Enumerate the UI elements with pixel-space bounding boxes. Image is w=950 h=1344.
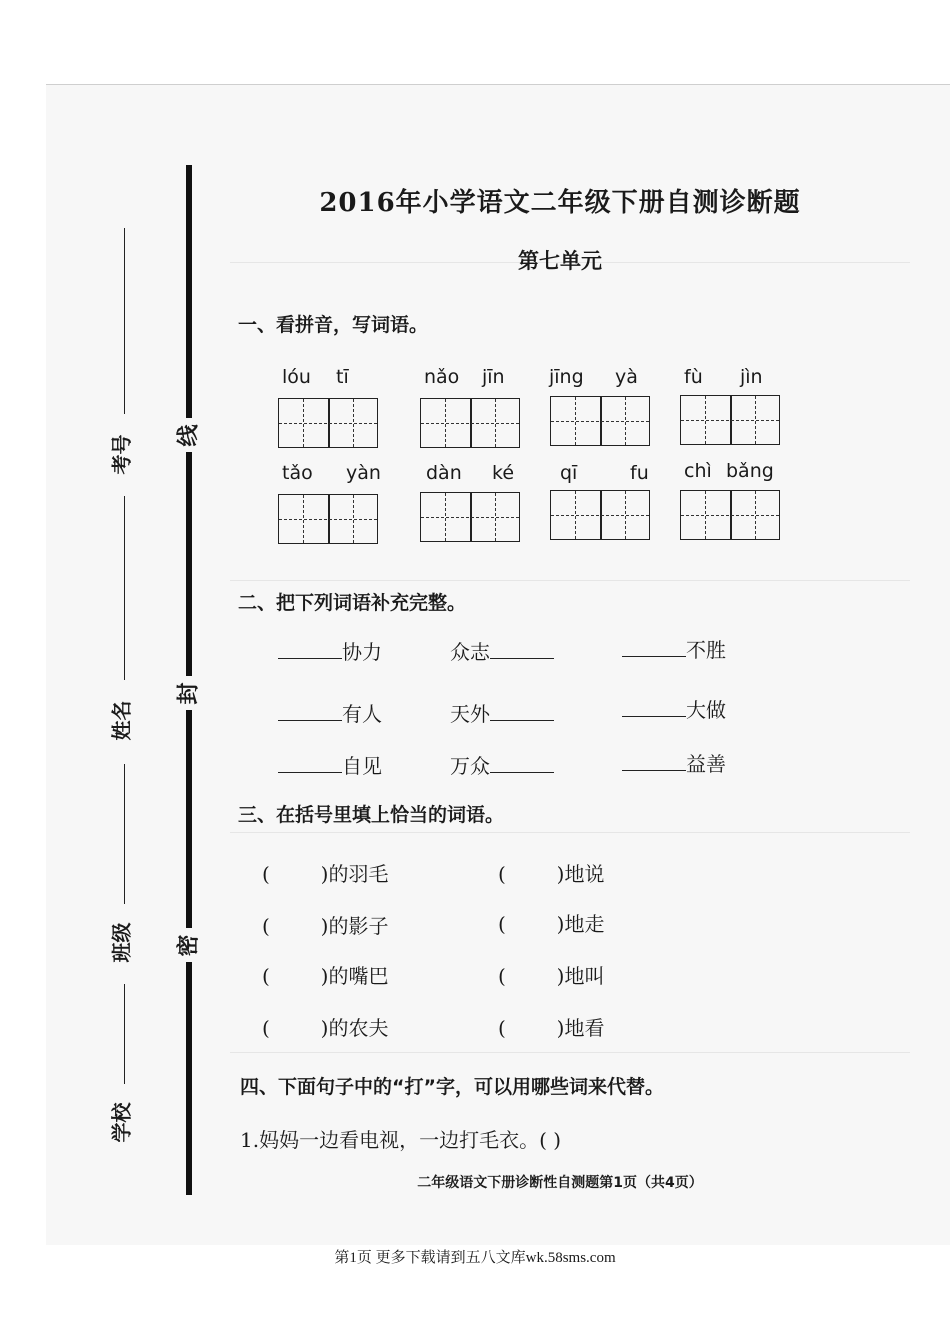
answer-blank[interactable]	[490, 702, 554, 721]
bleed-through-line	[230, 1052, 910, 1053]
answer-blank[interactable]	[278, 702, 342, 721]
field-label-school: 学校	[109, 1102, 134, 1142]
pinyin: tī	[336, 366, 349, 388]
pinyin: chì	[684, 460, 712, 482]
pinyin: ké	[492, 462, 515, 484]
field-line-class[interactable]	[124, 764, 125, 904]
pinyin: tǎo	[282, 462, 313, 484]
answer-blank[interactable]	[278, 640, 342, 659]
pinyin: lóu	[282, 366, 311, 388]
writing-grid[interactable]	[680, 395, 780, 445]
answer-blank[interactable]	[622, 698, 686, 717]
site-footer: 第1页 更多下载请到五八文库wk.58sms.com	[334, 1250, 616, 1266]
section-2-heading: 二、把下列词语补充完整。	[238, 592, 467, 614]
bleed-through-line	[230, 580, 910, 581]
paren-fill[interactable]: ( )地说	[498, 862, 605, 886]
section-4-heading: 四、下面句子中的“打”字，可以用哪些词来代替。	[240, 1076, 664, 1098]
pinyin: yàn	[346, 462, 381, 484]
writing-grid[interactable]	[420, 398, 520, 448]
section-3-heading: 三、在括号里填上恰当的词语。	[238, 804, 505, 826]
paren-fill[interactable]: ( )地走	[498, 912, 605, 936]
answer-blank[interactable]	[622, 638, 686, 657]
section-1-heading: 一、看拼音，写词语。	[238, 314, 429, 336]
idiom-fill[interactable]: 不胜	[622, 634, 726, 663]
idiom-fill[interactable]: 大做	[622, 694, 726, 723]
pinyin: yà	[615, 366, 638, 388]
idiom-fill[interactable]: 自见	[278, 750, 382, 779]
writing-grid[interactable]	[550, 396, 650, 446]
pinyin: fu	[630, 462, 649, 484]
binding-char-xian: 线	[170, 418, 204, 452]
idiom-fill[interactable]: 天外	[450, 698, 554, 727]
paren-fill[interactable]: ( )地看	[498, 1016, 605, 1040]
idiom-fill[interactable]: 万众	[450, 750, 554, 779]
pinyin: dàn	[426, 462, 462, 484]
pinyin: nǎo	[424, 366, 460, 388]
pinyin: qī	[560, 462, 578, 484]
idiom-fill[interactable]: 协力	[278, 636, 382, 665]
unit-title: 第七单元	[518, 248, 602, 273]
paren-fill[interactable]: ( )地叫	[498, 964, 605, 988]
bleed-through-line	[230, 832, 910, 833]
paren-fill[interactable]: ( )的影子	[262, 914, 389, 938]
field-line-name[interactable]	[124, 496, 125, 680]
field-label-exam-number: 考号	[109, 434, 134, 474]
writing-grid[interactable]	[420, 492, 520, 542]
answer-blank[interactable]	[490, 640, 554, 659]
binding-char-mi: 密	[170, 928, 204, 962]
page-footer: 二年级语文下册诊断性自测题第1页（共4页）	[417, 1175, 703, 1191]
question-1[interactable]: 1.妈妈一边看电视，一边打毛衣。( )	[240, 1128, 562, 1152]
pinyin: fù	[684, 366, 703, 388]
writing-grid[interactable]	[278, 398, 378, 448]
answer-blank[interactable]	[490, 754, 554, 773]
idiom-fill[interactable]: 有人	[278, 698, 382, 727]
paren-fill[interactable]: ( )的嘴巴	[262, 964, 389, 988]
idiom-fill[interactable]: 众志	[450, 636, 554, 665]
answer-blank[interactable]	[622, 752, 686, 771]
answer-blank[interactable]	[278, 754, 342, 773]
pinyin: jīng	[549, 366, 584, 388]
field-label-class: 班级	[109, 922, 134, 962]
binding-char-feng: 封	[170, 676, 204, 710]
pinyin: jīn	[482, 366, 505, 388]
field-line-exam-number[interactable]	[124, 228, 125, 414]
writing-grid[interactable]	[680, 490, 780, 540]
pinyin: bǎng	[726, 460, 774, 482]
page-title: 2016年小学语文二年级下册自测诊断题	[319, 188, 801, 218]
field-line-school[interactable]	[124, 984, 125, 1084]
writing-grid[interactable]	[278, 494, 378, 544]
pinyin: jìn	[740, 366, 763, 388]
paren-fill[interactable]: ( )的农夫	[262, 1016, 389, 1040]
writing-grid[interactable]	[550, 490, 650, 540]
field-label-name: 姓名	[109, 700, 134, 740]
paren-fill[interactable]: ( )的羽毛	[262, 862, 389, 886]
idiom-fill[interactable]: 益善	[622, 748, 726, 777]
